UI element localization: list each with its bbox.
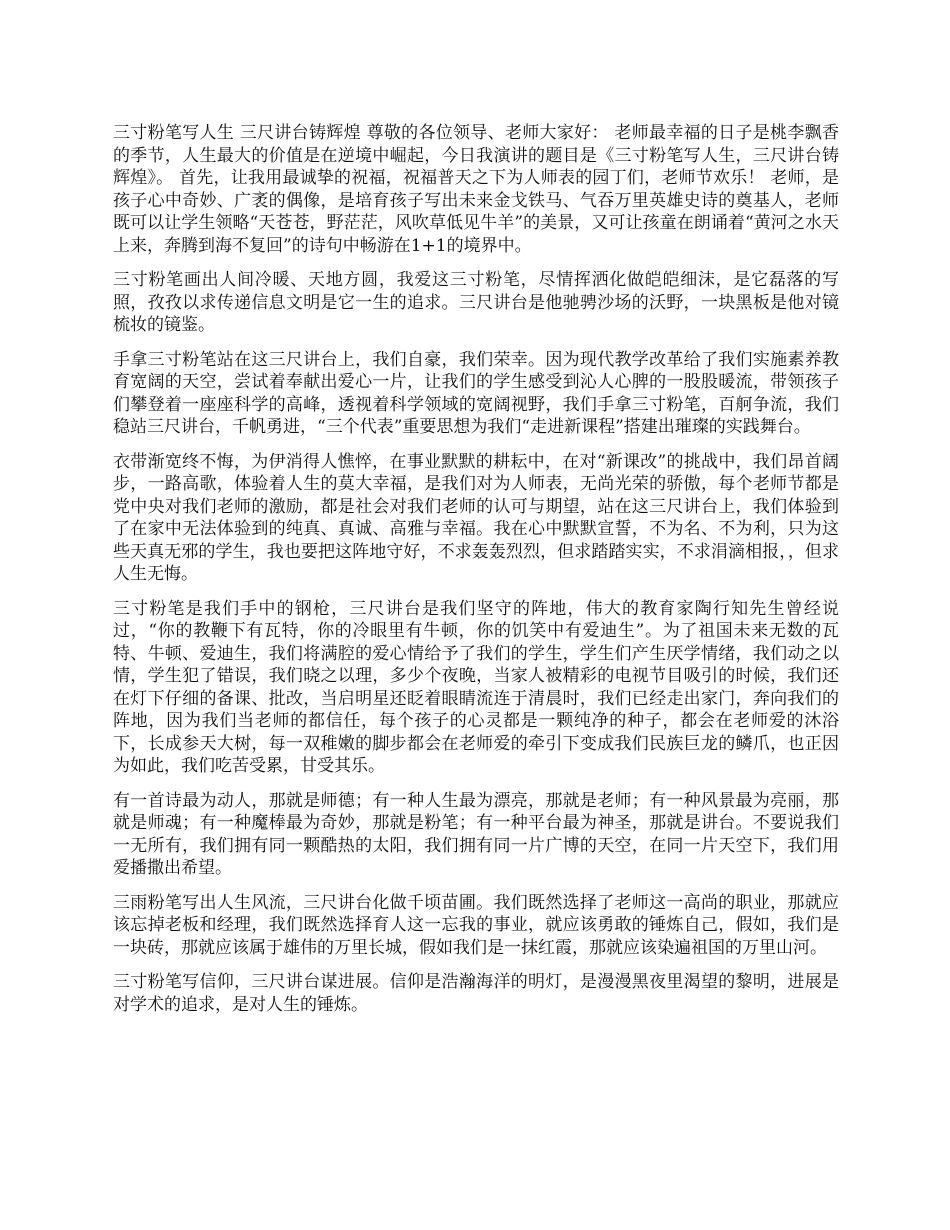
paragraph-8: 三寸粉笔写信仰，三尺讲台谋进展。信仰是浩瀚海洋的明灯，是漫漫黑夜里渴望的黎明，进展是对学术的追求，是对人生的锤炼。 bbox=[113, 972, 839, 1015]
paragraph-7: 三雨粉笔写出人生风流，三尺讲台化做千顷苗圃。我们既然选择了老师这一高尚的职业，那就应该忘掉老板和经理，我们既然选择育人这一忘我的事业，就应该勇敢的锤炼自己，假如，我们是一块砖，那就应该属于雄伟的万里长城，假如我们是一抹红霞，那就应该染遍祖国的万里山河。 bbox=[113, 892, 839, 958]
paragraph-5: 三寸粉笔是我们手中的钢枪，三尺讲台是我们坚守的阵地，伟大的教育家陶行知先生曾经说过，“你的教鞭下有瓦特，你的冷眼里有牛顿，你的饥笑中有爱迪生”。为了祖国未来无数的瓦特、牛顿、爱迪生，我们将满腔的爱心情给予了我们的学生，学生们产生厌学情绪，我们动之以情，学生犯了错误，我们晓之以理，多少个夜晚，当家人被精彩的电视节目吸引的时候，我们还在灯下仔细的备课、批改，当启明星还眨着眼睛流连于清晨时，我们已经走出家门，奔向我们的阵地，因为我们当老师的都信任，每个孩子的心灵都是一颗纯净的种子，都会在老师爱的沐浴下，长成参天大树，每一双稚嫩的脚步都会在老师爱的牵引下变成我们民族巨龙的鳞爪，也正因为如此，我们吃苦受累，甘受其乐。 bbox=[113, 598, 839, 776]
paragraph-4: 衣带渐宽终不悔，为伊消得人憔悴，在事业默默的耕耘中，在对“新课改”的挑战中，我们昂首阔步，一路高歌，体验着人生的莫大幸福，是我们对为人师表，无尚光荣的骄傲，每个老师节都是党中央对我们老师的激励，都是社会对我们老师的认可与期望，站在这三尺讲台上，我们体验到了在家中无法体验到的纯真、真诚、高雅与幸福。我在心中默默宣誓，不为名、不为利，只为这些天真无邪的学生，我也要把这阵地守好，不求轰轰烈烈，但求踏踏实实，不求涓滴相报，，但求人生无悔。 bbox=[113, 451, 839, 584]
paragraph-2: 三寸粉笔画出人间冷暖、天地方圆，我爱这三寸粉笔，尽情挥洒化做皑皑细沫，是它磊落的写照，孜孜以求传递信息文明是它一生的追求。三尺讲台是他驰骋沙场的沃野，一块黑板是他对镜梳妆的镜鉴。 bbox=[113, 270, 839, 335]
paragraph-3: 手拿三寸粉笔站在这三尺讲台上，我们自豪，我们荣幸。因为现代教学改革给了我们实施素养教育宽阔的天空，尝试着奉献出爱心一片，让我们的学生感受到沁人心脾的一股股暖流，带领孩子们攀登着一座座科学的高峰，透视着科学领域的宽阔视野，我们手拿三寸粉笔，百舸争流，我们稳站三尺讲台，千帆勇进，“三个代表”重要思想为我们“走进新课程”搭建出璀璨的实践舞台。 bbox=[113, 349, 839, 437]
paragraph-6: 有一首诗最为动人，那就是师德；有一种人生最为漂亮，那就是老师；有一种风景最为亮丽，那就是师魂；有一种魔棒最为奇妙，那就是粉笔；有一种平台最为神圣，那就是讲台。不要说我们一无所有，我们拥有同一颗酷热的太阳，我们拥有同一片广博的天空，在同一片天空下，我们用爱播撒出希望。 bbox=[113, 790, 839, 878]
paragraph-1: 三寸粉笔写人生 三尺讲台铸辉煌 尊敬的各位领导、老师大家好： 老师最幸福的日子是桃李飘香的季节，人生最大的价值是在逆境中崛起，今日我演讲的题目是《三寸粉笔写人生，三尺讲台铸辉煌》。 首先，让我用最诚挚的祝福，祝福普天之下为人师表的园丁们，老师节欢乐！ 老师，是孩子心中奇妙、广袤的偶像，是培育孩子写出未来金戈铁马、气吞万里英雄史诗的奠基人，老师既可以让学生领略“天苍苍，野茫茫，风吹草低见牛羊”的美景，又可让孩童在朗诵着“黄河之水天上来，奔腾到海不复回”的诗句中畅游在1+1的境界中。 bbox=[113, 123, 839, 256]
document-body bbox=[113, 122, 839, 1028]
